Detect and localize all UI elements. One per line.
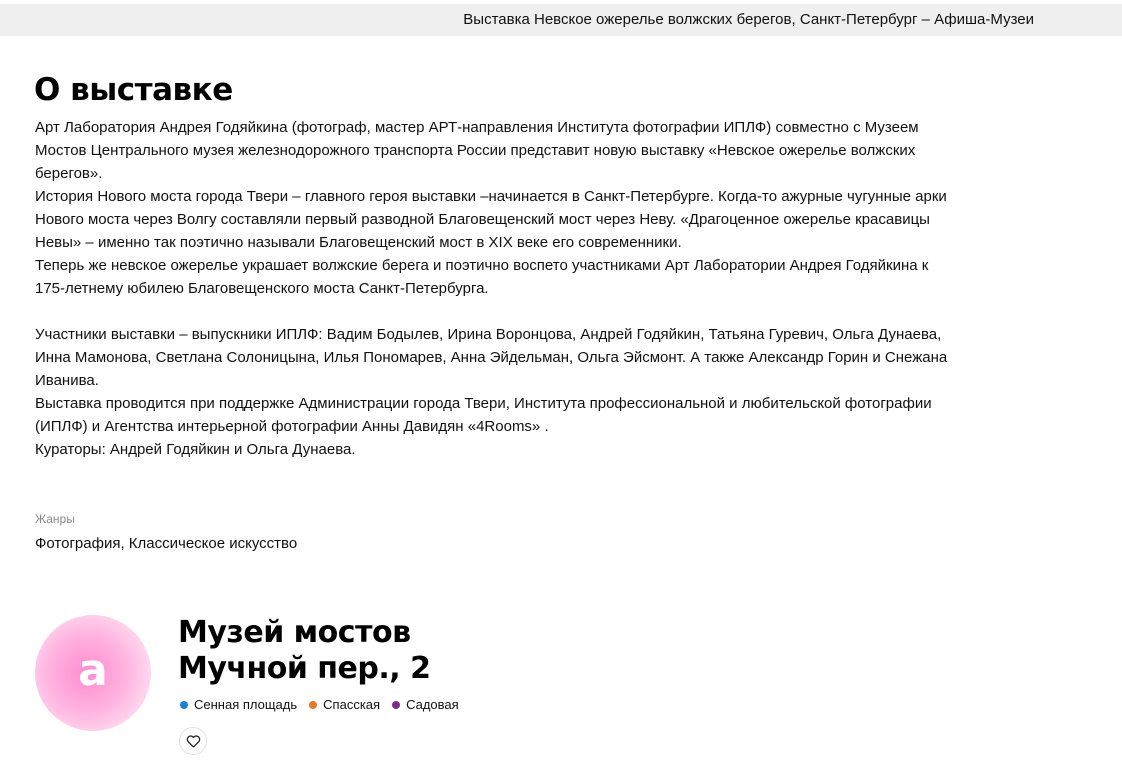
genres-value: Фотография, Классическое искусство — [35, 535, 298, 552]
description-paragraph: История Нового моста города Твери – главного героя выставки –начинается в Санкт-Петербурге. Когда-то ажурные чугунные арки Нового моста через Волгу составляли первый разводной Благовещенский мост через Неву. «Драгоценное ожерелье красавицы Невы» – именно так поэтично называли Благовещенский мост в XIX веке его современники. — [35, 188, 947, 251]
genres-label: Жанры — [35, 512, 75, 526]
metro-station-name: Садовая — [406, 697, 459, 712]
description-paragraph: Арт Лаборатория Андрея Годяйкина (фотограф, мастер АРТ-направления Института фотографии ИПЛФ) совместно с Музеем Мостов Центрального музея железнодорожного транспорта России представит новую выставку «Невское ожерелье волжских берегов». — [35, 119, 919, 182]
metro-station-name: Спасская — [323, 697, 381, 712]
venue-address: Мучной пер., 2 — [178, 651, 431, 686]
metro-station-name: Сенная площадь — [194, 697, 298, 712]
description-paragraph: Кураторы: Андрей Годяйкин и Ольга Дунаева. — [35, 441, 356, 458]
metro-station — [309, 697, 380, 713]
description-paragraph: Выставка проводится при поддержке Администрации города Твери, Института профессиональной и любительской фотографии (ИПЛФ) и Агентства интерьерной фотографии Анны Давидян «4Rooms» . — [35, 395, 932, 435]
metro-station — [392, 697, 459, 713]
favorite-button[interactable] — [179, 727, 207, 755]
metro-stations — [180, 697, 459, 713]
heart-icon — [186, 734, 201, 748]
venue-logo[interactable] — [35, 615, 151, 731]
about-description — [35, 116, 960, 461]
venue-name[interactable]: Музей мостов — [178, 615, 411, 650]
description-paragraph: Теперь же невское ожерелье украшает волжские берега и поэтично воспето участниками Арт Лаборатории Андрея Годяйкина к 175-летнему юбилею Благовещенского моста Санкт-Петербурга. — [35, 257, 929, 297]
metro-line-dot-icon — [180, 701, 188, 709]
window-title-bar — [0, 4, 1122, 36]
about-heading: О выставке — [34, 72, 233, 108]
metro-line-dot-icon — [309, 701, 317, 709]
page-title: Выставка Невское ожерелье волжских берегов, Санкт-Петербург – Афиша-Музеи — [463, 11, 1034, 28]
metro-station — [180, 697, 297, 713]
metro-line-dot-icon — [392, 701, 400, 709]
venue-logo-letter: a — [78, 645, 108, 696]
description-paragraph: Участники выставки – выпускники ИПЛФ: Вадим Бодылев, Ирина Воронцова, Андрей Годяйкин, Татьяна Гуревич, Ольга Дунаева, Инна Мамонова, Светлана Солоницына, Илья Пономарев, Анна Эйдельман, Ольга Эйсмонт. А также Александр Горин и Снежана Иванива. — [35, 326, 948, 389]
